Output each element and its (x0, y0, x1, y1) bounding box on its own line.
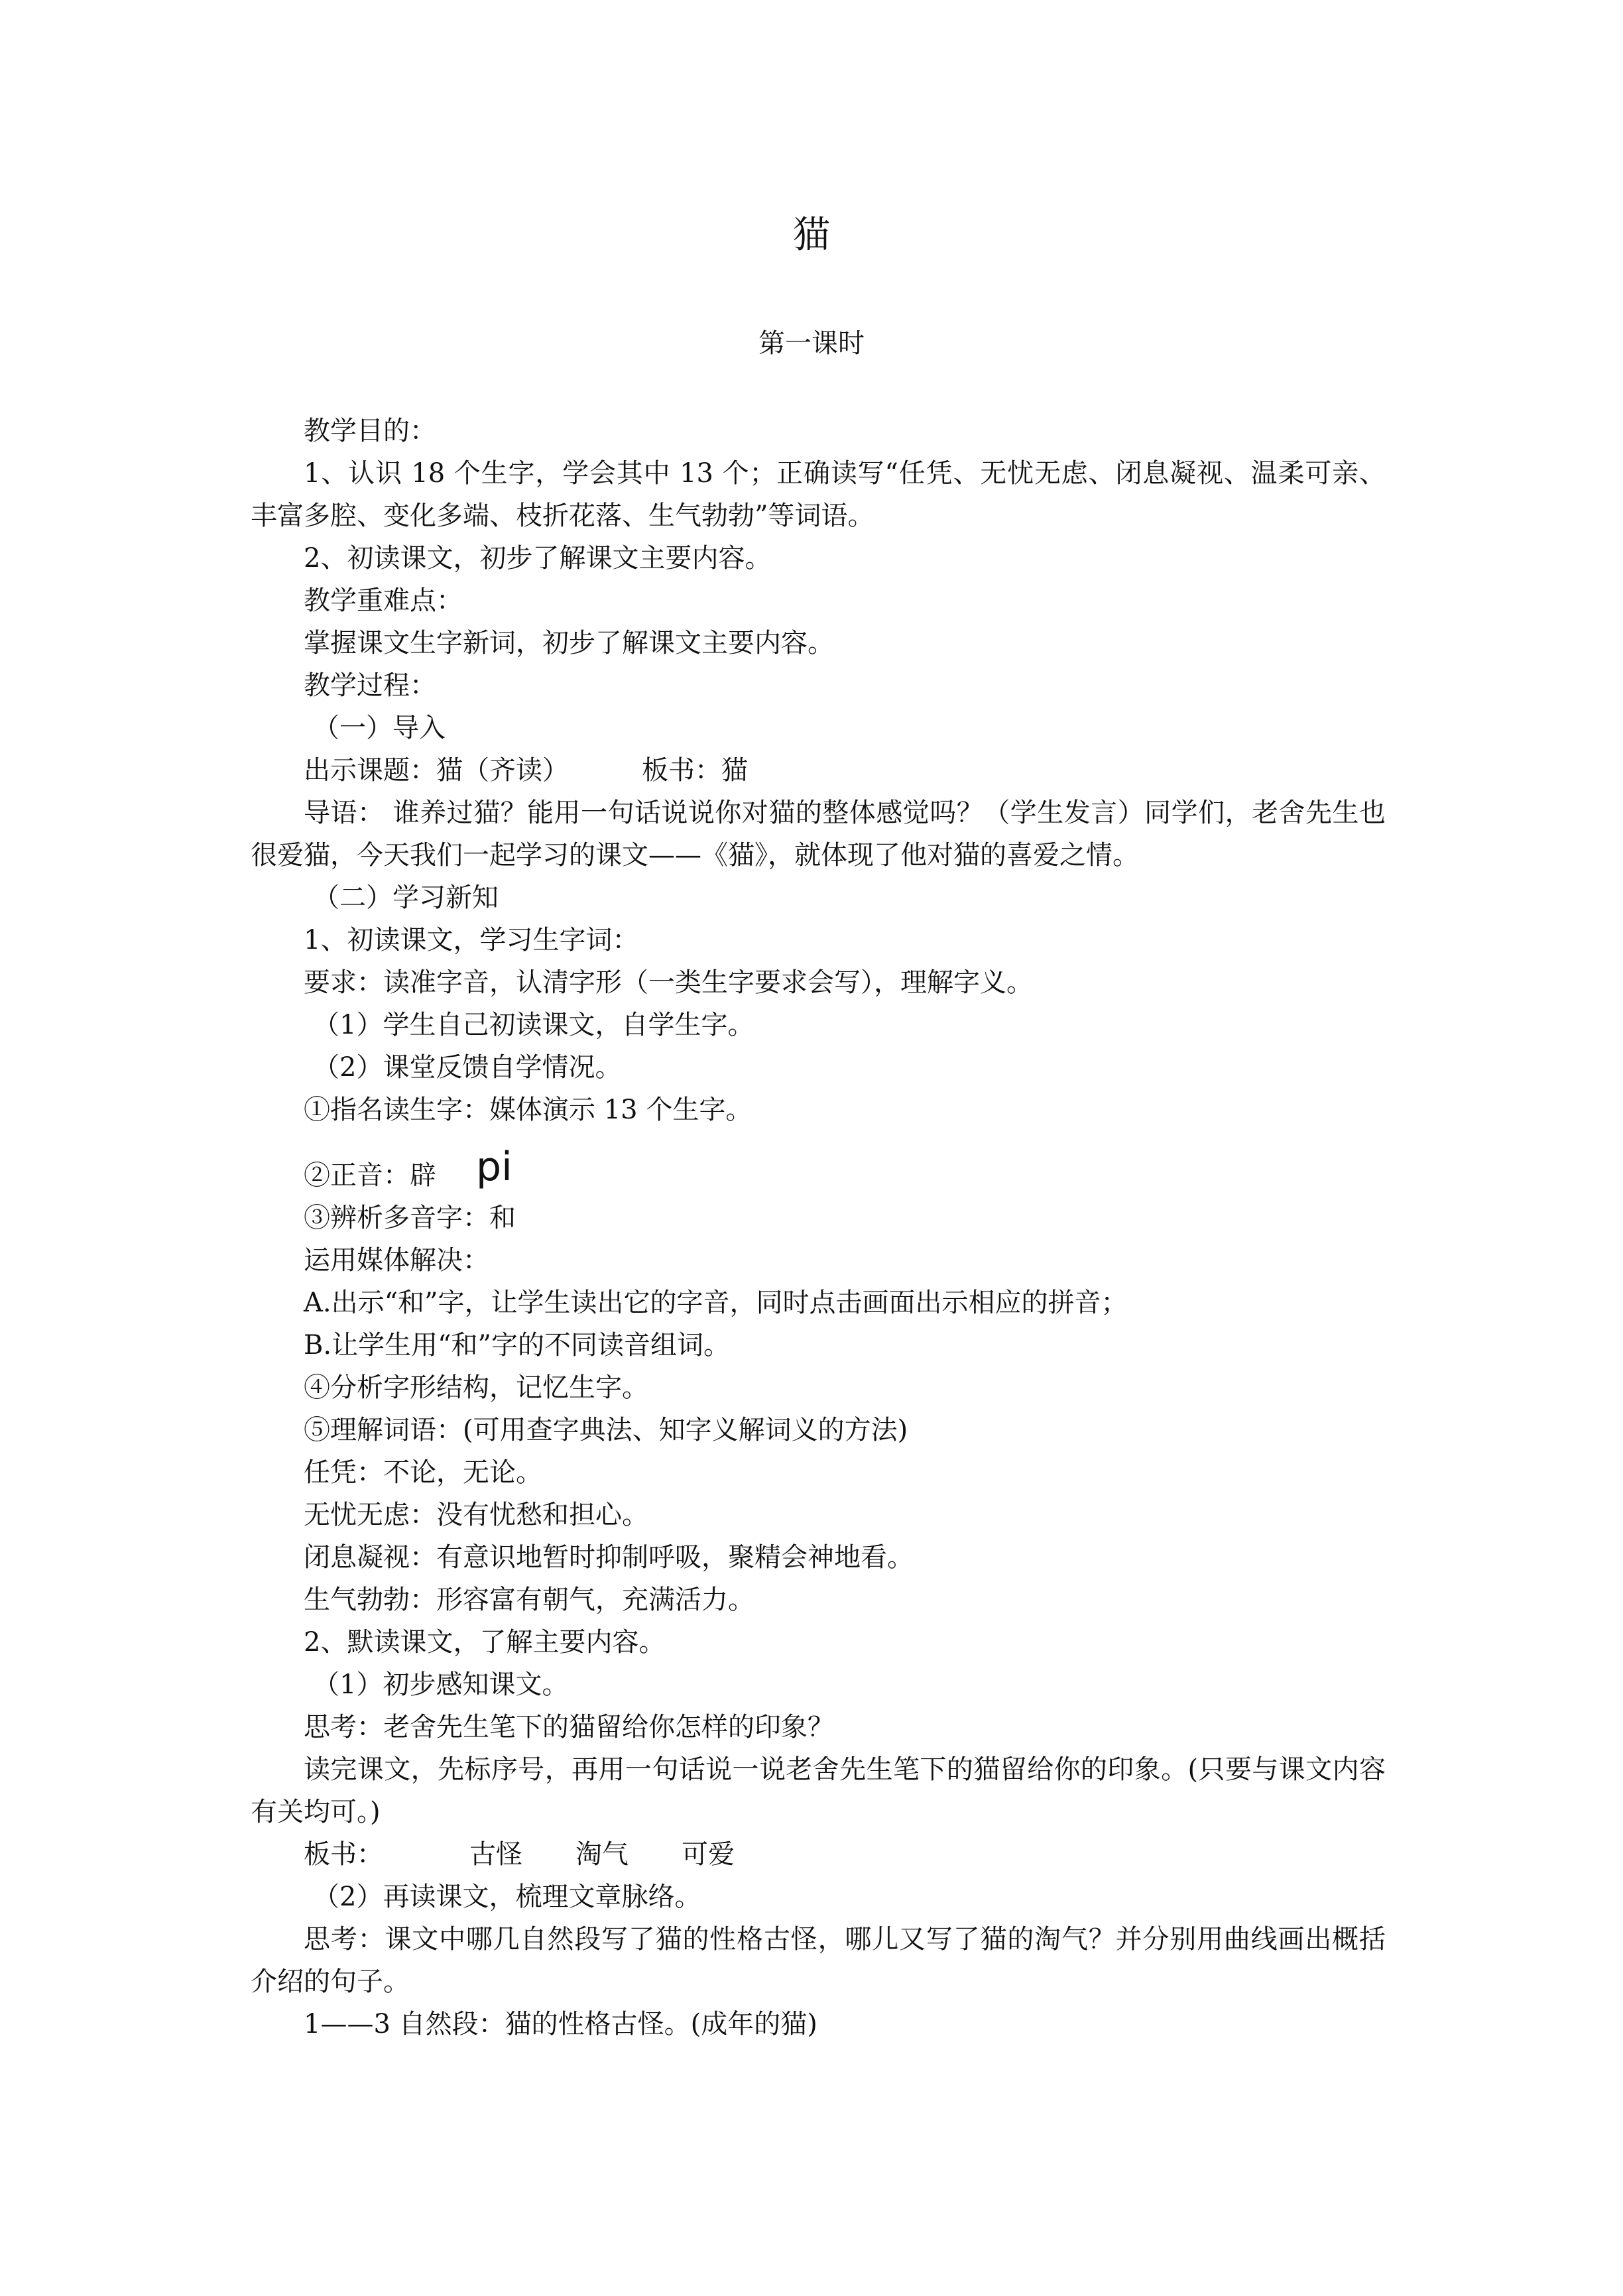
c3: ③辨析多音字：和 (304, 1203, 516, 1233)
last-line: 1——3 自然段：猫的性格古怪。(成年的猫) (304, 2009, 817, 2039)
board-2-item: 淘气 (575, 1839, 629, 1870)
b-item: B.让学生用“和”字的不同读音组词。 (304, 1330, 731, 1360)
r2: （2）课堂反馈自学情况。 (313, 1052, 622, 1083)
word-2: 无忧无虑：没有忧愁和担心。 (304, 1500, 648, 1530)
r1: （1）学生自己初读课文，自学生字。 (313, 1010, 754, 1040)
goal-heading: 教学目的： (304, 416, 436, 446)
c2-line (251, 1144, 1386, 1197)
think-1: 思考：老舍先生笔下的猫留给你怎样的印象？ (304, 1712, 834, 1742)
show-topic: 出示课题：猫（齐读） (304, 755, 569, 786)
read-text: 读完课文，先标序号，再用一句话说一说老舍先生笔下的猫留给你的印象。(只要与课文内容有关均可。) (251, 1754, 1386, 1827)
c2-label: ②正音：辟 (304, 1160, 436, 1191)
study-step-2: 2、默读课文，了解主要内容。 (304, 1627, 666, 1658)
board-2-label: 板书： (304, 1839, 383, 1870)
show-topic-line (251, 749, 1386, 792)
document-title: 猫 (793, 213, 830, 257)
key-heading: 教学重难点： (304, 585, 463, 616)
c5: ⑤理解词语：(可用查字典法、知字义解词义的方法) (304, 1415, 908, 1445)
intro-text: 导语： 谁养过猫？能用一句话说说你对猫的整体感觉吗？（学生发言）同学们，老舍先生也很爱猫，今天我们一起学习的课文——《猫》，就体现了他对猫的喜爱之情。 (251, 798, 1386, 871)
word-3: 闭息凝视：有意识地暂时抑制呼吸，聚精会神地看。 (304, 1542, 914, 1573)
step1-heading: （一）导入 (313, 713, 446, 743)
board-2-item: 古怪 (469, 1839, 522, 1870)
a-item: A.出示“和”字，让学生读出它的字音，同时点击画面出示相应的拼音； (304, 1288, 1128, 1318)
process-heading: 教学过程： (304, 670, 436, 701)
c2-pinyin: pi (476, 1144, 512, 1190)
board-2-item: 可爱 (682, 1839, 735, 1870)
q1: （1）初步感知课文。 (313, 1669, 569, 1700)
word-4: 生气勃勃：形容富有朝气，充满活力。 (304, 1585, 754, 1615)
key-text: 掌握课文生字新词，初步了解课文主要内容。 (304, 628, 834, 658)
q2: （2）再读课文，梳理文章脉络。 (313, 1882, 701, 1912)
think-2: 思考：课文中哪几自然段写了猫的性格古怪，哪儿又写了猫的淘气？并分别用曲线画出概括介绍的句子。 (251, 1924, 1386, 1997)
step2-heading: （二）学习新知 (313, 882, 499, 913)
word-1: 任凭：不论，无论。 (304, 1457, 542, 1488)
requirement: 要求：读准字音，认清字形（一类生字要求会写），理解字义。 (304, 967, 1033, 998)
lesson-period: 第一课时 (758, 328, 865, 359)
c1: ①指名读生字：媒体演示 13 个生字。 (304, 1095, 752, 1125)
c4: ④分析字形结构，记忆生字。 (304, 1372, 648, 1403)
media: 运用媒体解决： (304, 1245, 489, 1276)
board-2-line (251, 1833, 1386, 1876)
goal-2: 2、初读课文，初步了解课文主要内容。 (304, 543, 772, 574)
board-1: 板书：猫 (642, 755, 748, 786)
study-step-1: 1、初读课文，学习生字词： (304, 925, 639, 955)
goal-1: 1、认识 18 个生字，学会其中 13 个；正确读写“任凭、无忧无虑、闭息凝视、温柔可亲、丰富多腔、变化多端、枝折花落、生气勃勃”等词语。 (251, 458, 1386, 531)
document-body (251, 410, 1386, 2045)
